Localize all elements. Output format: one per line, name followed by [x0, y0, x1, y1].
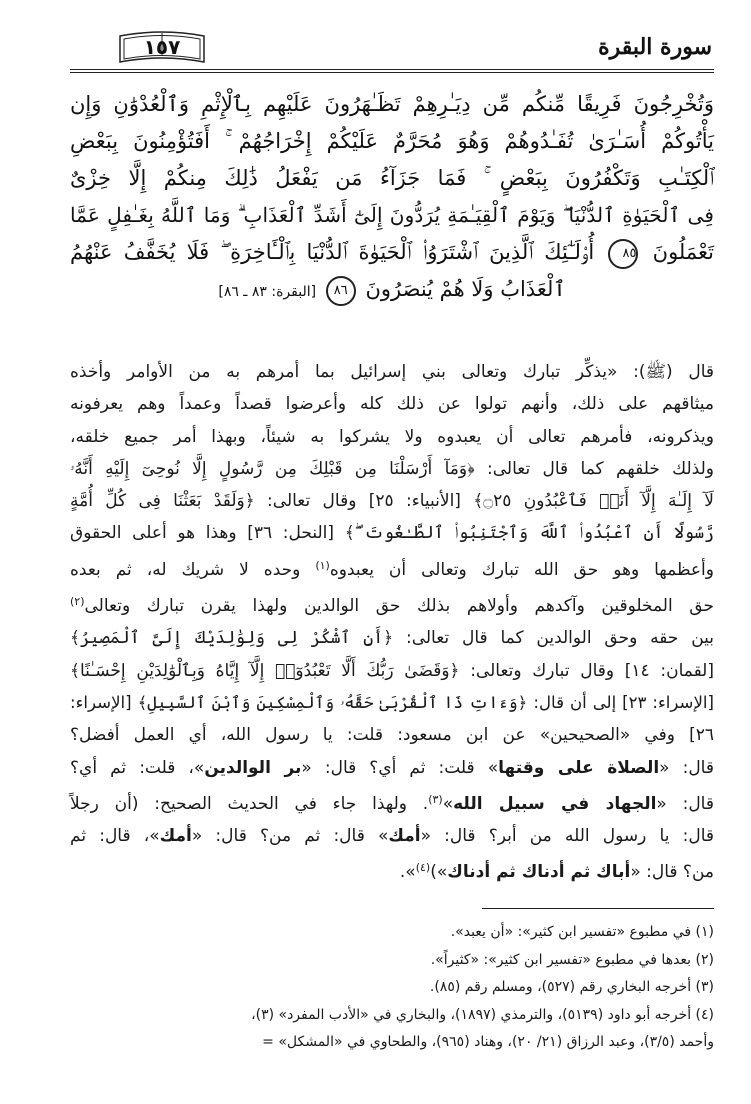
commentary-line: [70, 752, 714, 784]
commentary-line: [70, 622, 714, 654]
ayah-marker: ٨٥: [608, 239, 638, 269]
text-fragment: بين حقه وحق الوالدين كما قال تعالى:: [393, 628, 714, 649]
text-fragment: وأعظمها وهو حق الله تبارك وتعالى أن يعبدوه: [329, 559, 714, 580]
commentary-line: [70, 550, 714, 586]
commentary-line: [70, 852, 714, 888]
hadith-emphasis: أمك: [388, 826, 421, 847]
hadith-emphasis: الجهاد في سبيل الله: [453, 793, 657, 814]
footnote: (٢) بعدها في مطبوع «تفسير ابن كثير»: «كثيراً».: [430, 951, 714, 968]
quran-quote: ﴿وَمَآ أَرْسَلْنَا مِن قَبْلِكَ مِن رَّسُولٍ إِلَّا نُوحِىٓ إِلَيْهِ أَنَّهُۥ: [70, 458, 475, 479]
footnote-ref[interactable]: (٤): [415, 861, 431, 875]
commentary-line: [70, 784, 714, 820]
quran-quote: رَّسُولًا أَنِ ٱعْبُدُوا۟ ٱللَّهَ وَٱجْتَنِبُوا۟ ٱلطَّـٰغُوتَ ۖ﴾: [344, 523, 714, 544]
text-fragment: [النحل: ٣٦] وهذا هو أعلى الحقوق: [70, 523, 345, 544]
quran-fragment: تَعْمَلُونَ: [652, 240, 714, 264]
commentary-line: [70, 517, 714, 549]
footnote-ref[interactable]: (١): [315, 558, 330, 572]
hadith-emphasis: بر الوالدين: [204, 757, 302, 778]
quran-quote: ﴿أَنِ ٱشْكُرْ لِى وَلِوَٰلِدَيْكَ إِلَىَّ ٱلْمَصِيرُ﴾: [70, 628, 394, 649]
text-fragment: » قلت: ثم أي؟ قال: «: [301, 757, 499, 778]
text-fragment: » قال: ثم من؟ قال: «: [191, 826, 389, 847]
text-fragment: وحده لا شريك له، ثم بعده: [70, 559, 316, 580]
footnotes: [70, 919, 714, 1057]
text-fragment: »، قال: ثم: [70, 826, 160, 847]
text-fragment: [الإسراء:: [70, 692, 138, 712]
quran-line: يَأْتُوكُمْ أُسَـٰرَىٰ تُفَـٰدُوهُمْ وَهُوَ مُحَرَّمٌ عَلَيْكُمْ إِخْرَاجُهُمْ ۚ أَفَتُؤْمِنُونَ بِبَعْضِ: [70, 129, 714, 153]
footnote-ref[interactable]: (٣): [428, 792, 443, 806]
text-fragment: »: [442, 793, 454, 814]
hadith-emphasis: أباك ثم أدناك ثم أدناك: [447, 862, 631, 883]
text-fragment: [الإسراء: ٢٣] إلى أن قال:: [527, 692, 714, 712]
hadith-emphasis: أمك: [159, 826, 192, 847]
header-rule-second: [70, 72, 714, 73]
text-fragment: [الأنبياء: ٢٥] وقال تعالى:: [254, 491, 474, 512]
text-fragment: »): [430, 862, 448, 883]
text-fragment: . ولهذا جاء في الحديث الصحيح: (أن رجلاً: [70, 793, 429, 814]
quran-fragment: أُو۟لَـٰٓئِكَ ٱلَّذِينَ ٱشْتَرَوُا۟ ٱلْحَيَوٰةَ ٱلدُّنْيَا بِٱلْـَٔاخِرَةِ ۖ فَلَا يُخَفَّفُ عَنْهُمُ: [70, 240, 595, 264]
verse-reference: [البقرة: ٨٣ ـ ٨٦]: [218, 284, 317, 300]
commentary-line: [70, 453, 714, 485]
page-header: [70, 26, 714, 74]
quran-line: [70, 271, 714, 311]
footnote-continuation: وأحمد (٣/٥)، وعبد الرزاق (٢١/ ٢٠)، وهناد (٩٦٥)، والطحاوي في «المشكل» =: [262, 1034, 714, 1050]
commentary: [70, 356, 714, 889]
quran-line: وَتُخْرِجُونَ فَرِيقًا مِّنكُم مِّن دِيَـٰرِهِمْ تَظَـٰهَرُونَ عَلَيْهِم بِٱلْإِثْمِ وَٱلْعُدْوَٰنِ وَإِن: [70, 92, 714, 116]
ayah-marker: ٨٦: [326, 276, 356, 306]
quran-verses: [70, 86, 714, 311]
page-number: ١٥٧: [143, 35, 181, 59]
quran-line: فِى ٱلْحَيَوٰةِ ٱلدُّنْيَا ۖ وَيَوْمَ ٱلْقِيَـٰمَةِ يُرَدُّونَ إِلَىٰٓ أَشَدِّ ٱلْعَذَابِ ۗ وَمَا ٱللَّهُ بِغَـٰفِلٍ عَمَّا: [70, 203, 714, 227]
commentary-line: [70, 820, 714, 852]
text-fragment: قال: «: [659, 757, 714, 778]
commentary-line: ٢٦] وفي «الصحيحين» عن ابن مسعود: قلت: يا رسول الله، أي العمل أفضل؟: [70, 725, 714, 746]
text-fragment: قال: «: [656, 793, 714, 814]
header-rule: [70, 69, 714, 70]
quran-quote: ﴿وَءَاتِ ذَا ٱلْقُرْبَىٰ حَقَّهُۥ وَٱلْمِسْكِينَ وَٱبْنَ ٱلسَّبِيلِ﴾: [137, 692, 528, 712]
footnote: (٣) أخرجه البخاري رقم (٥٢٧)، ومسلم رقم (٨٥).: [429, 979, 714, 995]
footnote: (١) في مطبوع «تفسير ابن كثير»: «أن يعبد».: [450, 924, 714, 940]
page-number-frame: [116, 30, 208, 66]
text-fragment: »، قلت: ثم أي؟: [70, 757, 205, 778]
commentary-line: قال (ﷺ): «يذكِّر تبارك وتعالى بني إسرائيل بما أمرهم به من الأوامر وأخذه: [70, 362, 714, 382]
footnote-separator: [482, 908, 714, 909]
text-fragment: ».: [399, 862, 416, 883]
commentary-line: [70, 687, 714, 719]
text-fragment: قال: يا رسول الله من أبر؟ قال: «: [420, 826, 714, 847]
commentary-line: [70, 655, 714, 687]
quran-quote: ﴿وَقَضَىٰ رَبُّكَ أَلَّا تَعْبُدُوٓا۟ إِلَّآ إِيَّاهُ وَبِٱلْوَٰلِدَيْنِ إِحْسَـٰنًا﴾: [70, 660, 460, 681]
commentary-line: ويذكرونه، فأمرهم تعالى أن يعبدوه ولا يشركوا به شيئاً، وبهذا أمر جميع خلقه،: [70, 426, 714, 447]
hadith-emphasis: الصلاة على وقتها: [498, 757, 660, 778]
commentary-line: [70, 485, 714, 517]
commentary-line: ميثاقهم على ذلك، وأنهم تولوا عن ذلك كله وأعرضوا قصداً وعمداً وهم يعرفونه: [70, 394, 714, 415]
surah-title: سورة البقرة: [598, 34, 712, 60]
quran-line: ٱلْكِتَـٰبِ وَتَكْفُرُونَ بِبَعْضٍ ۚ فَمَا جَزَآءُ مَن يَفْعَلُ ذَٰلِكَ مِنكُمْ إِلَّا خِزْىٌ: [70, 166, 714, 190]
text-fragment: ولذلك خلقهم كما قال تعالى:: [474, 458, 714, 479]
quran-quote: ﴿وَلَقَدْ بَعَثْنَا فِى كُلِّ أُمَّةٍ: [70, 491, 255, 512]
book-page: [70, 26, 714, 1086]
text-fragment: [لقمان: ١٤] وقال تبارك وتعالى:: [459, 660, 714, 681]
commentary-line: [70, 586, 714, 622]
quran-quote: لَآ إِلَـٰهَ إِلَّآ أَنَا۠ فَٱعْبُدُونِ ۝٢٥﴾: [473, 491, 714, 512]
footnote: (٤) أخرجه أبو داود (٥١٣٩)، والترمذي (١٨٩٧)، والبخاري في «الأدب المفرد» (٣)،: [251, 1006, 714, 1023]
text-fragment: من؟ قال: «: [630, 862, 714, 883]
quran-line: [70, 234, 714, 271]
text-fragment: حق المخلوقين وآكدهم وأولاهم بذلك حق الوالدين ولهذا يقرن تبارك وتعالى: [84, 596, 714, 617]
footnote-ref[interactable]: (٢): [70, 595, 85, 609]
quran-fragment: ٱلْعَذَابُ وَلَا هُمْ يُنصَرُونَ: [365, 277, 566, 301]
